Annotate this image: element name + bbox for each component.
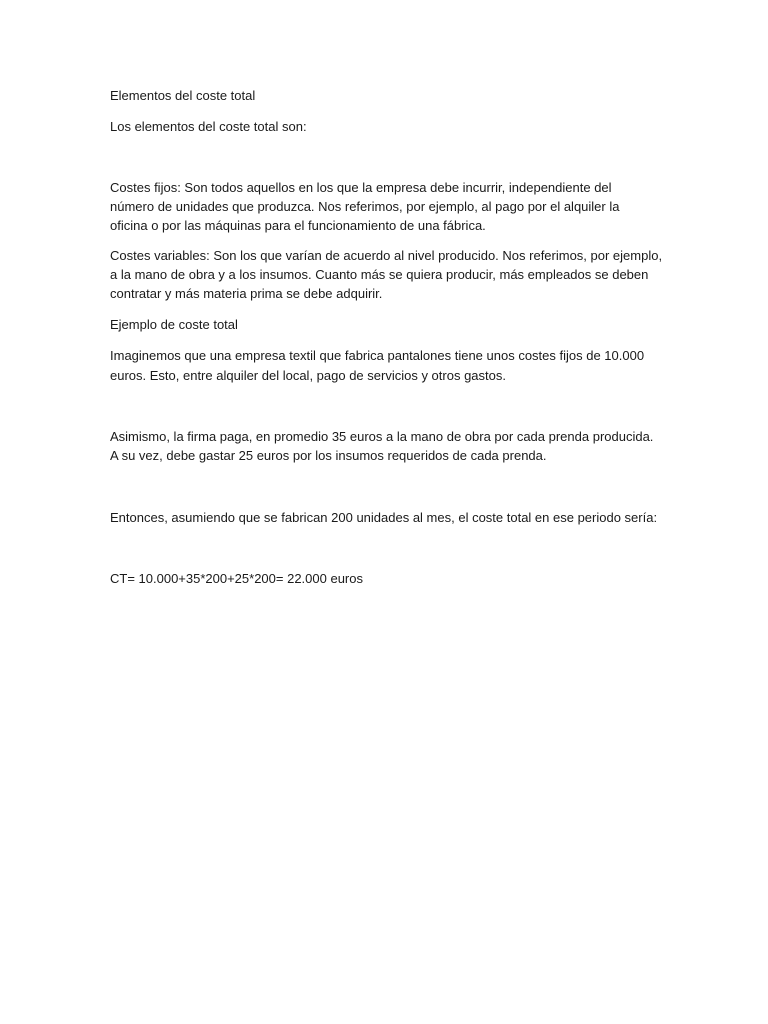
variable-costs-line-1: Costes variables: Son los que varían de acuerdo al nivel producido. Nos referimos, por ejemplo, (110, 248, 663, 263)
document-heading: Elementos del coste total (110, 88, 256, 103)
example-variable-line-2: A su vez, debe gastar 25 euros por los insumos requeridos de cada prenda. (110, 448, 547, 463)
formula-line: CT= 10.000+35*200+25*200= 22.000 euros (110, 571, 363, 586)
intro-line: Los elementos del coste total son: (110, 119, 307, 134)
example-variable-line-1: Asimismo, la firma paga, en promedio 35 euros a la mano de obra por cada prenda producida. (110, 429, 654, 444)
example-units-line: Entonces, asumiendo que se fabrican 200 unidades al mes, el coste total en ese periodo sería: (110, 510, 658, 525)
variable-costs-line-2: a la mano de obra y a los insumos. Cuanto más se quiera producir, más empleados se deben (110, 267, 649, 282)
example-heading: Ejemplo de coste total (110, 317, 238, 332)
variable-costs-line-3: contratar y más materia prima se debe adquirir. (110, 286, 383, 301)
example-intro-line-1: Imaginemos que una empresa textil que fabrica pantalones tiene unos costes fijos de 10.000 (110, 348, 645, 363)
fixed-costs-line-2: número de unidades que produzca. Nos referimos, por ejemplo, al pago por el alquiler la (110, 199, 620, 214)
example-intro-line-2: euros. Esto, entre alquiler del local, pago de servicios y otros gastos. (110, 368, 506, 383)
fixed-costs-line-3: oficina o por las máquinas para el funcionamiento de una fábrica. (110, 218, 486, 233)
fixed-costs-line-1: Costes fijos: Son todos aquellos en los que la empresa debe incurrir, independiente del (110, 180, 612, 195)
